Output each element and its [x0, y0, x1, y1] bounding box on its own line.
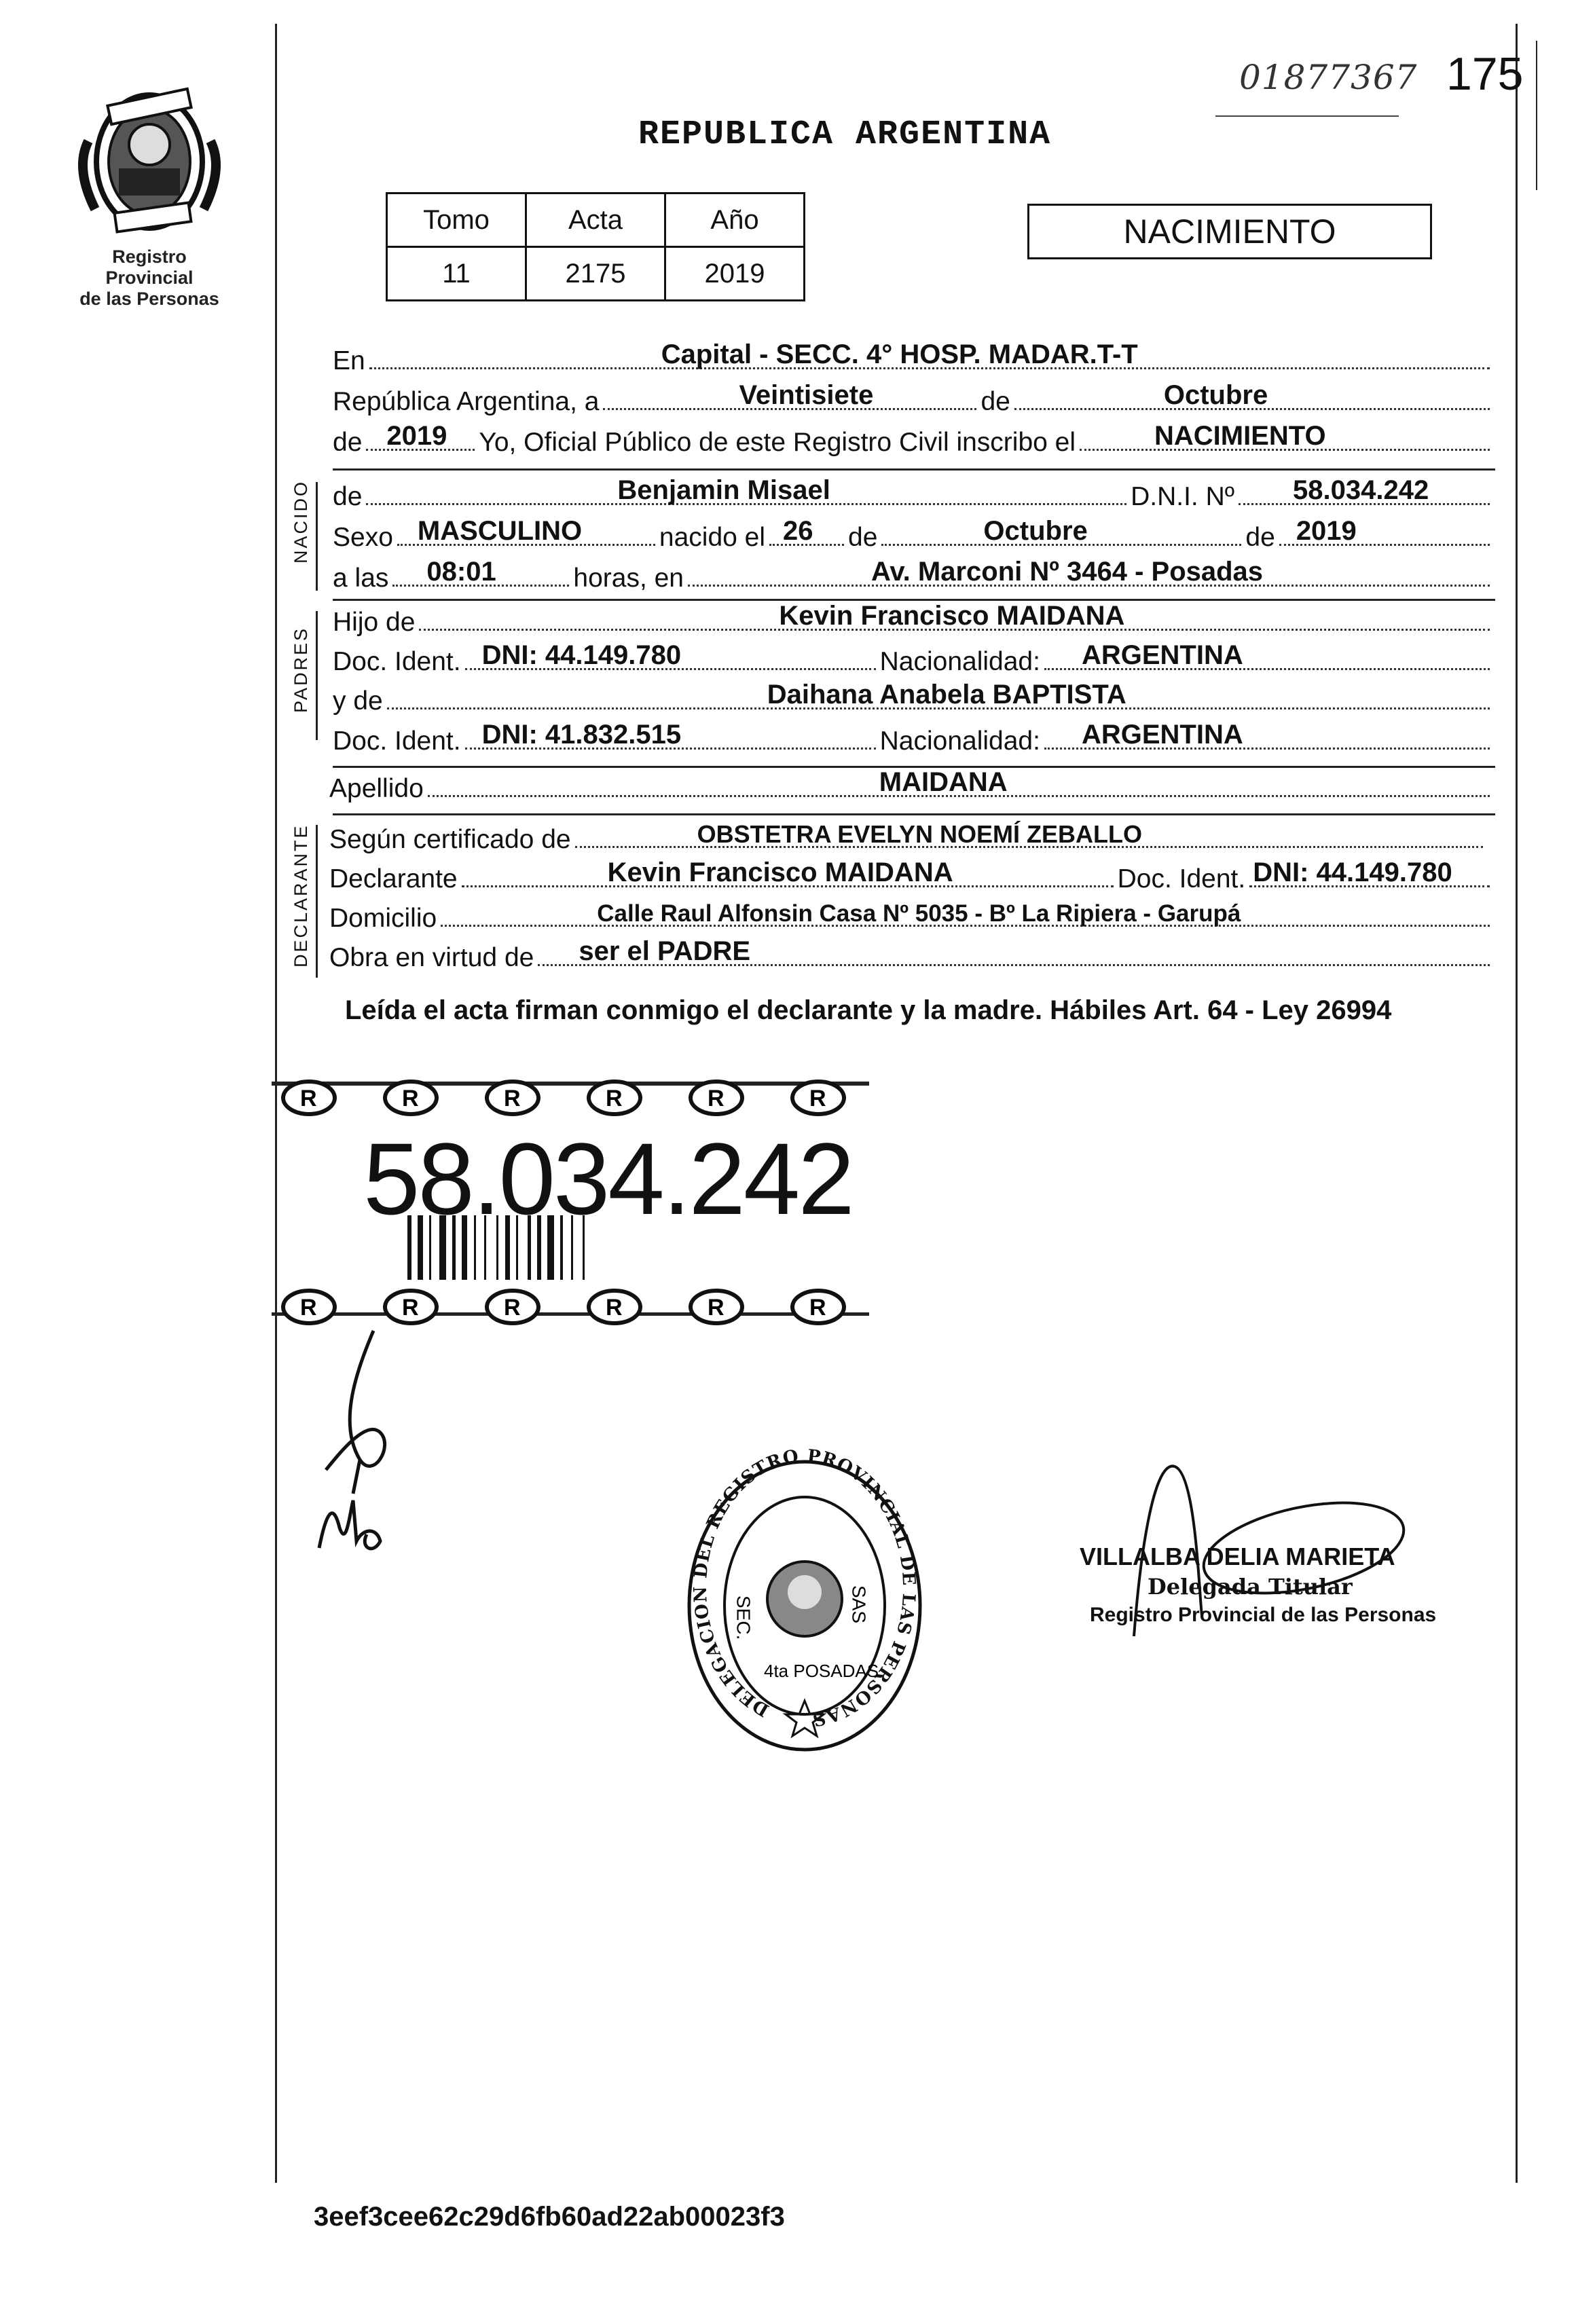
- bottom-emblem-letter: R: [402, 1295, 419, 1321]
- top-emblem-letter: R: [606, 1086, 623, 1111]
- row-obra: [329, 936, 1494, 973]
- stamp-ring-text: DELEGACION DEL REGISTRO PROVINCIAL DE LAS PERSONAS: [690, 1446, 919, 1730]
- value-dia-nac: 26: [783, 516, 813, 546]
- label-en: En: [333, 346, 365, 375]
- label-sexo: Sexo: [333, 523, 393, 552]
- dots-mes-nac: [881, 516, 1241, 546]
- dots-dni: [1239, 475, 1490, 505]
- label-declarante-doc: Doc. Ident.: [1117, 864, 1246, 893]
- value-madre: Daihana Anabela BAPTISTA: [767, 680, 1126, 709]
- dots-padre: [419, 601, 1490, 631]
- dots-padre-doc: [465, 640, 876, 670]
- label-de-anio-nac: de: [1245, 523, 1275, 552]
- value-mes-nac: Octubre: [983, 516, 1088, 546]
- row-inscribo: [333, 421, 1494, 458]
- value-nombre: Benjamin Misael: [617, 475, 830, 505]
- official-name: VILLALBA DELIA MARIETA: [1080, 1543, 1395, 1570]
- bottom-emblem-letter: R: [708, 1295, 725, 1321]
- declarant-signature: [312, 1324, 435, 1568]
- value-hora: 08:01: [426, 557, 496, 587]
- dots-apellido: [428, 767, 1490, 797]
- tomo-header: Tomo: [387, 193, 526, 247]
- star-icon: [786, 1701, 824, 1736]
- dots-mes: [1014, 380, 1490, 410]
- value-sexo: MASCULINO: [417, 516, 583, 546]
- row-domicilio: [329, 900, 1494, 934]
- label-de-anio: de: [333, 428, 363, 457]
- bottom-emblem-letter: R: [606, 1295, 623, 1321]
- value-padre: Kevin Francisco MAIDANA: [779, 601, 1125, 631]
- bottom-emblem-letter: R: [300, 1295, 317, 1321]
- page-title: REPUBLICA ARGENTINA: [638, 115, 1052, 154]
- row-nombre: [333, 475, 1494, 512]
- document-hash: 3eef3cee62c29d6fb60ad22ab00023f3: [314, 2202, 785, 2232]
- institution-logo: [68, 87, 231, 310]
- label-horas-en: horas, en: [573, 564, 684, 593]
- page-number: 175: [1446, 48, 1524, 100]
- value-mes: Octubre: [1163, 380, 1268, 410]
- frame-edge-line: [1536, 41, 1537, 190]
- value-domicilio: Calle Raul Alfonsin Casa Nº 5035 - Bº La Ripiera - Garupá: [597, 900, 1241, 927]
- row-madre: [333, 680, 1494, 716]
- dots-lugar-nac: [688, 557, 1490, 587]
- official-stamp: [676, 1446, 934, 1765]
- dots-certificado: [575, 820, 1483, 848]
- value-padre-doc: DNI: 44.149.780: [481, 640, 682, 670]
- value-certificado: OBSTETRA EVELYN NOEMÍ ZEBALLO: [697, 820, 1142, 848]
- padres-bracket: [316, 611, 318, 740]
- label-dni: D.N.I. Nº: [1131, 482, 1234, 511]
- top-emblem-letter: R: [504, 1086, 521, 1111]
- dots-declarante: [462, 857, 1114, 887]
- section-label-padres: PADRES: [291, 626, 311, 713]
- separator-nacido-top: [333, 468, 1495, 471]
- bottom-emblem-letter: R: [504, 1295, 521, 1321]
- label-domicilio: Domicilio: [329, 904, 437, 933]
- dots-madre-doc: [465, 720, 876, 750]
- dots-en: [369, 339, 1490, 369]
- value-anio-nac: 2019: [1296, 516, 1357, 546]
- section-label-nacido: NACIDO: [291, 479, 311, 564]
- label-de-mes: de: [848, 523, 878, 552]
- top-emblem-letter: R: [402, 1086, 419, 1111]
- dots-hora: [392, 557, 569, 587]
- value-apellido: MAIDANA: [879, 767, 1008, 797]
- value-dia: Veintisiete: [739, 380, 874, 410]
- row-hora: [333, 557, 1494, 593]
- stamp-right-text: SAS: [848, 1585, 870, 1624]
- value-madre-nac: ARGENTINA: [1081, 720, 1243, 750]
- row-madre-doc: [333, 720, 1494, 756]
- frame-right-line: [1516, 24, 1518, 2183]
- label-padre-doc: Doc. Ident.: [333, 647, 461, 676]
- acta-header: Acta: [526, 193, 665, 247]
- section-label-declarante: DECLARANTE: [291, 824, 311, 967]
- serial-underline: [1215, 115, 1399, 117]
- value-madre-doc: DNI: 41.832.515: [481, 720, 682, 750]
- bottom-emblem-letter: R: [809, 1295, 826, 1321]
- label-nacido-el: nacido el: [659, 523, 766, 552]
- value-inscribo: NACIMIENTO: [1154, 421, 1326, 451]
- dots-anio-nac: [1279, 516, 1490, 546]
- label-padre-nac: Nacionalidad:: [879, 647, 1040, 676]
- label-obra: Obra en virtud de: [329, 943, 534, 972]
- value-declarante: Kevin Francisco MAIDANA: [607, 857, 953, 887]
- dots-sexo: [397, 516, 655, 546]
- sticker-dni-number: 58.034.242: [363, 1122, 853, 1236]
- dots-inscribo: [1080, 421, 1490, 451]
- dots-domicilio: [441, 900, 1490, 927]
- closing-note: Leída el acta firman conmigo el declarante y la madre. Hábiles Art. 64 - Ley 26994: [345, 995, 1392, 1025]
- anio-header: Año: [665, 193, 805, 247]
- dots-declarante-doc: [1249, 857, 1490, 887]
- dots-madre: [387, 680, 1490, 709]
- label-oficial: Yo, Oficial Público de este Registro Civil inscribo el: [479, 428, 1076, 457]
- row-fecha: [333, 380, 1494, 417]
- serial-number: 01877367: [1239, 58, 1418, 97]
- misiones-seal-icon: [68, 87, 231, 243]
- dots-nombre: [366, 475, 1126, 505]
- row-padre: [333, 601, 1494, 638]
- top-emblem-letter: R: [300, 1086, 317, 1111]
- dots-madre-nac: [1044, 720, 1490, 750]
- stamp-bottom-text: 4ta POSADAS: [764, 1661, 879, 1681]
- row-certificado: [329, 820, 1487, 855]
- tomo-value: 11: [387, 247, 526, 301]
- official-institution: Registro Provincial de las Personas: [1090, 1604, 1437, 1626]
- label-declarante: Declarante: [329, 864, 458, 893]
- logo-caption-2: de las Personas: [79, 289, 219, 309]
- label-de: de: [980, 387, 1010, 416]
- nacido-bracket: [316, 482, 318, 591]
- official-role: Delegada Titular: [1148, 1574, 1353, 1600]
- row-declarante: [329, 857, 1494, 894]
- label-certificado: Según certificado de: [329, 825, 571, 854]
- dots-anio: [366, 421, 475, 451]
- top-emblem-letter: R: [809, 1086, 826, 1111]
- label-madre-doc: Doc. Ident.: [333, 726, 461, 756]
- row-apellido: [329, 767, 1494, 804]
- value-anio: 2019: [386, 421, 447, 451]
- row-en: [333, 339, 1494, 376]
- value-dni: 58.034.242: [1293, 475, 1429, 505]
- value-padre-nac: ARGENTINA: [1081, 640, 1243, 670]
- label-a-las: a las: [333, 564, 389, 593]
- dni-sticker: [272, 1069, 869, 1327]
- label-madre-nac: Nacionalidad:: [879, 726, 1040, 756]
- label-y-de: y de: [333, 686, 383, 716]
- top-emblem-letter: R: [708, 1086, 725, 1111]
- anio-value: 2019: [665, 247, 805, 301]
- dots-dia: [603, 380, 976, 410]
- value-obra: ser el PADRE: [579, 936, 751, 966]
- record-table: [386, 192, 805, 301]
- dots-obra: [538, 936, 1490, 966]
- label-apellido: Apellido: [329, 774, 424, 803]
- label-de-nombre: de: [333, 482, 363, 511]
- label-hijo-de: Hijo de: [333, 608, 416, 637]
- separator-declarante-top: [333, 813, 1495, 815]
- value-lugar: Capital - SECC. 4° HOSP. MADAR.T-T: [661, 339, 1138, 369]
- declarante-bracket: [316, 825, 318, 978]
- row-sexo: [333, 516, 1494, 553]
- value-lugar-nac: Av. Marconi Nº 3464 - Posadas: [871, 557, 1264, 587]
- value-declarante-doc: DNI: 44.149.780: [1253, 857, 1452, 887]
- stamp-left-text: SEC.: [733, 1596, 754, 1640]
- dots-padre-nac: [1044, 640, 1490, 670]
- logo-caption-1: Registro Provincial: [105, 246, 194, 288]
- label-republica: República Argentina, a: [333, 387, 600, 416]
- acta-value: 2175: [526, 247, 665, 301]
- row-padre-doc: [333, 640, 1494, 677]
- document-type-box: NACIMIENTO: [1027, 204, 1432, 259]
- dots-dia-nac: [769, 516, 844, 546]
